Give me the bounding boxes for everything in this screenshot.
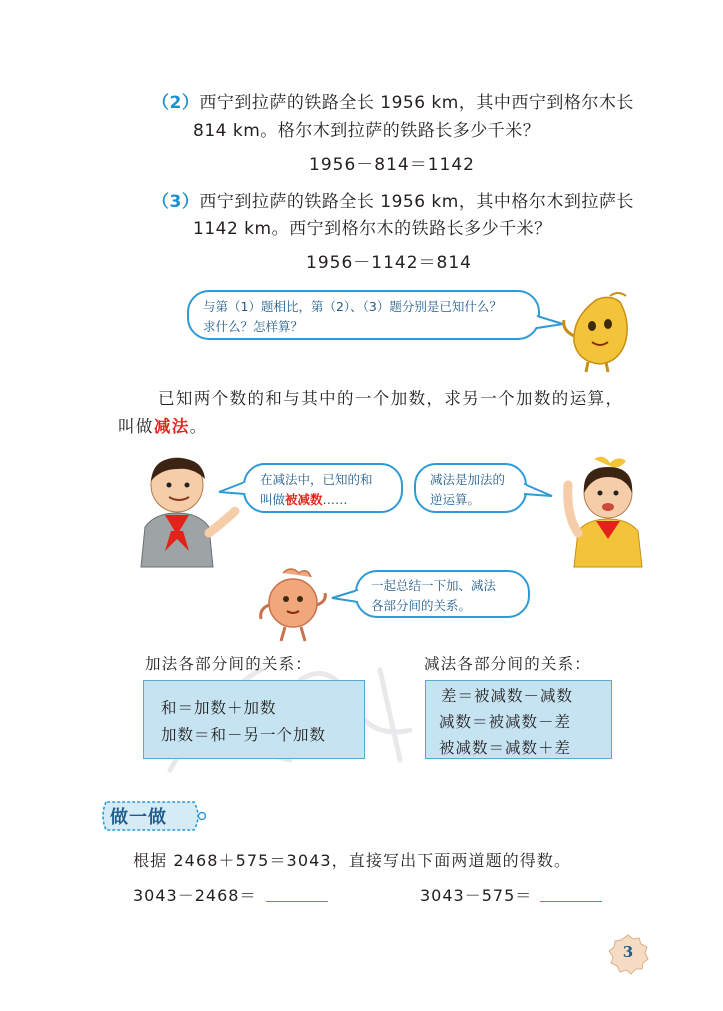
ball-bubble-line-2: 各部分间的关系。 bbox=[371, 598, 472, 613]
problem-3-line-2: 1142 km。西宁到格尔木的铁路长多少千米？ bbox=[193, 219, 552, 239]
addition-relations-heading: 加法各部分间的关系： bbox=[145, 655, 313, 673]
girl-illustration bbox=[560, 455, 650, 570]
answer-blank-1[interactable] bbox=[266, 901, 328, 902]
boy-illustration bbox=[135, 455, 245, 570]
exercise-question-1: 3043－2468＝ bbox=[133, 886, 257, 905]
subtraction-relation-row: 减数＝被减数－差 bbox=[439, 713, 572, 731]
subtraction-term: 减法 bbox=[153, 417, 190, 436]
problem-3-equation: 1956－1142＝814 bbox=[306, 253, 472, 273]
definition-prefix: 叫做 bbox=[118, 417, 154, 436]
answer-blank-2[interactable] bbox=[540, 901, 602, 902]
girl-speech-bubble bbox=[414, 463, 527, 513]
addition-relation-row: 加数＝和－另一个加数 bbox=[161, 726, 327, 744]
girl-bubble-line-2: 逆运算。 bbox=[430, 492, 481, 507]
exercise-tag-label: 做一做 bbox=[110, 807, 167, 828]
ball-speech-bubble bbox=[355, 570, 530, 618]
mascot-bubble-line-2: 求什么？怎样算？ bbox=[203, 319, 304, 334]
mascot-bubble-line-1: 与第（1）题相比，第（2）、（3）题分别是已知什么？ bbox=[203, 299, 502, 314]
exercise-instruction: 根据 2468＋575＝3043，直接写出下面两道题的得数。 bbox=[133, 851, 572, 870]
problem-2-number: （2） bbox=[152, 93, 200, 113]
problem-3-number: （3） bbox=[152, 192, 200, 212]
ball-bubble-tail bbox=[330, 588, 360, 608]
problem-2-text-1: 西宁到拉萨的铁路全长 1956 km，其中西宁到格尔木长 bbox=[199, 93, 634, 113]
girl-bubble-tail bbox=[524, 482, 556, 502]
subtraction-relations-heading: 减法各部分间的关系： bbox=[424, 655, 592, 673]
ball-mascot-illustration bbox=[255, 565, 335, 645]
boy-bubble-line-1: 在减法中，已知的和 bbox=[260, 472, 373, 487]
definition-line-2 bbox=[118, 413, 208, 437]
boy-speech-bubble bbox=[243, 463, 403, 513]
problem-3-line-1 bbox=[152, 187, 634, 212]
boy-bubble-tail bbox=[217, 480, 247, 500]
addition-relation-row: 和＝加数＋加数 bbox=[161, 699, 277, 717]
definition-suffix: 。 bbox=[189, 417, 208, 436]
subtraction-relation-row: 差＝被减数－减数 bbox=[441, 687, 574, 705]
minuend-term: 被减数 bbox=[285, 492, 323, 507]
potato-mascot-illustration bbox=[560, 290, 640, 375]
subtraction-relation-row: 被减数＝减数＋差 bbox=[439, 739, 572, 757]
subtraction-relations-box bbox=[425, 680, 612, 759]
boy-bubble-prefix: 叫做 bbox=[260, 492, 286, 507]
problem-2-line-1 bbox=[152, 88, 634, 113]
mascot-speech-bubble bbox=[187, 290, 540, 340]
problem-2-equation: 1956－814＝1142 bbox=[309, 155, 475, 175]
problem-3-text-1: 西宁到拉萨的铁路全长 1956 km，其中格尔木到拉萨长 bbox=[199, 192, 634, 212]
addition-relations-box bbox=[143, 680, 365, 759]
ball-bubble-line-1: 一起总结一下加、减法 bbox=[371, 578, 497, 593]
boy-bubble-line-2 bbox=[260, 490, 401, 510]
page-number: 3 bbox=[622, 943, 634, 961]
girl-bubble-line-1: 减法是加法的 bbox=[430, 472, 506, 487]
problem-2-line-2: 814 km。格尔木到拉萨的铁路长多少千米？ bbox=[193, 121, 541, 141]
definition-line-1: 已知两个数的和与其中的一个加数，求另一个加数的运算， bbox=[158, 389, 624, 408]
exercise-question-2: 3043－575＝ bbox=[420, 886, 533, 905]
boy-bubble-suffix: …… bbox=[322, 492, 348, 507]
